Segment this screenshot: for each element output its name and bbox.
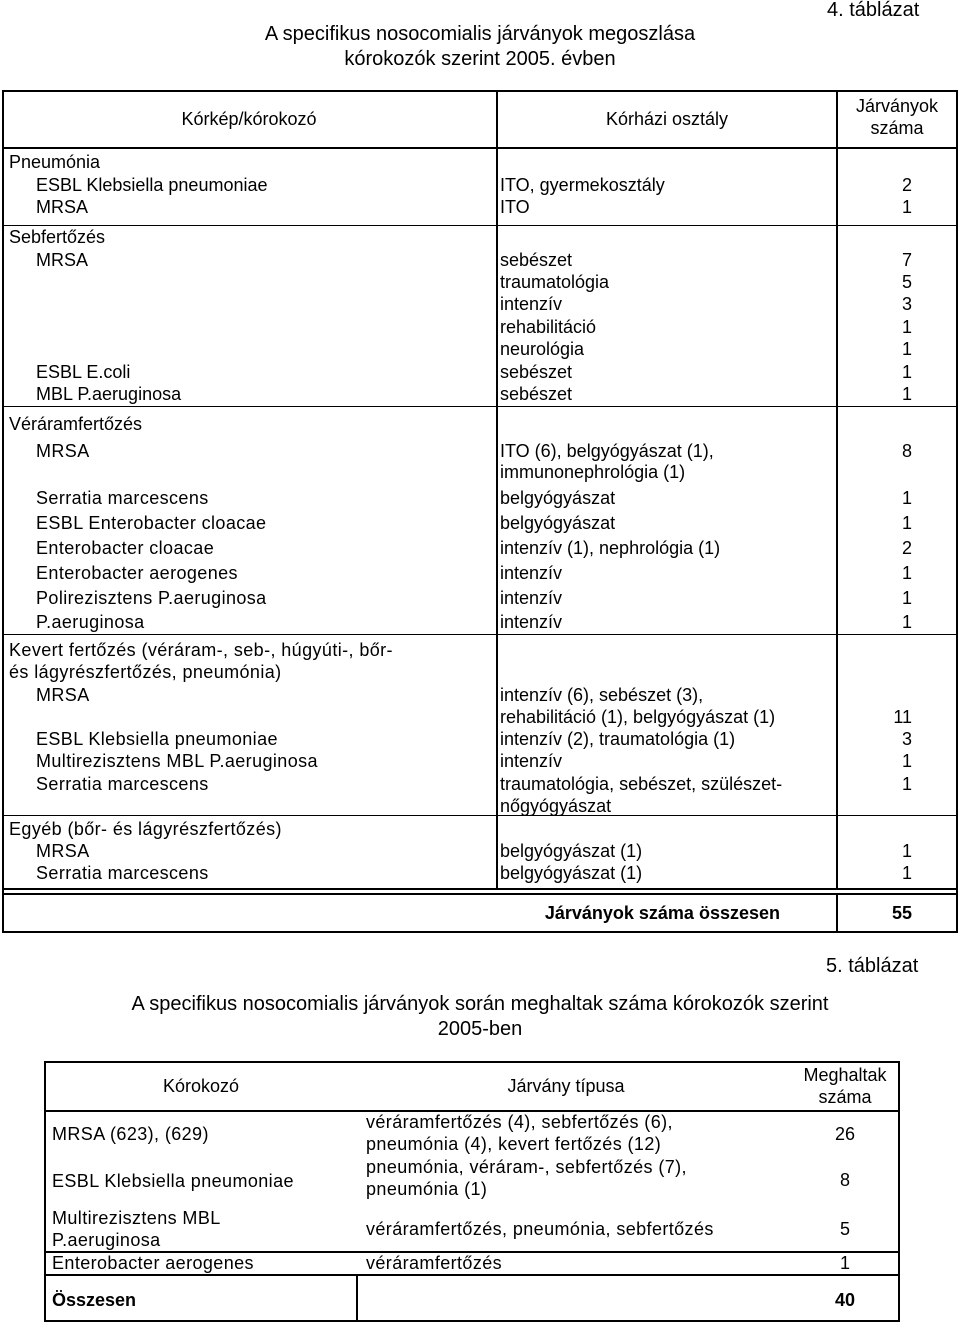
pathogen-cell: ESBL Klebsiella pneumoniae [36, 175, 268, 195]
header-deaths-line2: száma [818, 1087, 872, 1107]
ward-cell: intenzív (2), traumatológia (1) [500, 729, 736, 749]
table4-title-line1: A specifikus nosocomialis járványok megoszlása [264, 23, 696, 45]
header-count-line1: Járványok [855, 96, 939, 116]
deaths-cell: 26 [834, 1124, 856, 1144]
type-cell: véráramfertőzés (4), sebfertőzés (6), [366, 1112, 673, 1132]
type-cell: pneumónia (4), kevert fertőzés (12) [366, 1134, 662, 1154]
pathogen-cell: Serratia marcescens [36, 863, 209, 883]
section-title: Pneumónia [9, 152, 101, 172]
count-cell: 1 [901, 751, 912, 771]
ward-cell: belgyógyászat (1) [500, 863, 643, 883]
pathogen-cell: ESBL Enterobacter cloacae [36, 513, 267, 533]
table5-total-divider [356, 1274, 358, 1322]
table4-header-divider [2, 147, 958, 149]
table4-label: 4. táblázat [827, 0, 920, 21]
pathogen-cell: Enterobacter aerogenes [52, 1253, 254, 1273]
count-cell: 3 [901, 729, 912, 749]
count-cell: 1 [901, 384, 912, 404]
pathogen-cell: MRSA [36, 250, 89, 270]
count-cell: 1 [901, 339, 912, 359]
type-cell: pneumónia, véráram-, sebfertőzés (7), [366, 1157, 687, 1177]
ward-cell: intenzív [500, 563, 563, 583]
pathogen-cell: Multirezisztens MBL [52, 1208, 221, 1228]
count-cell: 5 [901, 272, 912, 292]
table5-title-line1: A specifikus nosocomialis járványok során meghaltak száma kórokozók szerint [131, 993, 829, 1015]
count-cell: 1 [901, 612, 912, 632]
table4-total-top [2, 893, 958, 895]
count-cell: 1 [901, 774, 912, 794]
section-divider [2, 406, 958, 407]
table4-right-border [956, 90, 958, 933]
ward-cell: intenzív [500, 751, 563, 771]
pathogen-cell: MRSA [36, 841, 90, 861]
count-cell: 1 [901, 563, 912, 583]
ward-cell: ITO [500, 197, 530, 217]
ward-cell: nőgyógyászat [500, 796, 612, 816]
table5-left-border [44, 1061, 46, 1322]
count-cell: 2 [901, 175, 912, 195]
section-divider [2, 225, 958, 226]
ward-cell: rehabilitáció (1), belgyógyászat (1) [500, 707, 776, 727]
pathogen-cell: MBL P.aeruginosa [36, 384, 182, 404]
pathogen-cell: Serratia marcescens [36, 488, 209, 508]
ward-cell: sebészet [500, 384, 573, 404]
table5-total-top [44, 1274, 900, 1276]
section-divider [2, 634, 958, 635]
table4-col-divider-1 [496, 90, 498, 890]
table4-left-border [2, 90, 4, 933]
pathogen-cell: P.aeruginosa [52, 1230, 161, 1250]
ward-cell: belgyógyászat (1) [500, 841, 643, 861]
count-cell: 1 [901, 362, 912, 382]
ward-cell: sebészet [500, 362, 573, 382]
header-count-line2: száma [870, 118, 924, 138]
type-cell: véráramfertőzés, pneumónia, sebfertőzés [366, 1219, 714, 1239]
pathogen-cell: Enterobacter aerogenes [36, 563, 238, 583]
header-pathogen: Kórokozó [162, 1076, 240, 1096]
ward-cell: traumatológia, sebészet, szülészet- [500, 774, 783, 794]
ward-cell: intenzív (1), nephrológia (1) [500, 538, 721, 558]
pathogen-cell: ESBL E.coli [36, 362, 131, 382]
ward-cell: sebészet [500, 250, 573, 270]
count-cell: 3 [901, 294, 912, 314]
type-cell: véráramfertőzés [366, 1253, 503, 1273]
count-cell: 1 [901, 197, 912, 217]
count-cell: 8 [901, 441, 912, 461]
table4-bottom-border [2, 931, 958, 933]
header-ward: Kórházi osztály [605, 109, 729, 129]
header-deaths-line1: Meghaltak [803, 1065, 887, 1085]
pathogen-cell: MRSA [36, 685, 90, 705]
table4-top-border [2, 90, 958, 92]
deaths-cell: 1 [839, 1253, 850, 1273]
ward-cell: belgyógyászat [500, 488, 616, 508]
ward-cell: intenzív [500, 294, 563, 314]
ward-cell: immunonephrológia (1) [500, 462, 686, 482]
header-pathogen: Kórkép/kórokozó [181, 109, 317, 129]
pathogen-cell: Polirezisztens P.aeruginosa [36, 588, 267, 608]
deaths-cell: 5 [839, 1219, 850, 1239]
ward-cell: belgyógyászat [500, 513, 616, 533]
table4-total-value: 55 [891, 903, 912, 923]
ward-cell: traumatológia [500, 272, 610, 292]
pathogen-cell: MRSA (623), (629) [52, 1124, 209, 1144]
pathogen-cell: ESBL Klebsiella pneumoniae [52, 1171, 294, 1191]
deaths-cell: 8 [839, 1170, 850, 1190]
table4-body-bottom [2, 888, 958, 890]
pathogen-cell: P.aeruginosa [36, 612, 145, 632]
ward-cell: neurológia [500, 339, 585, 359]
table5-label: 5. táblázat [826, 955, 919, 977]
count-cell: 1 [901, 513, 912, 533]
pathogen-cell: MRSA [36, 441, 90, 461]
section-title-cont: és lágyrészfertőzés, pneumónia) [9, 662, 282, 682]
ward-cell: ITO (6), belgyógyászat (1), [500, 441, 714, 461]
table5-total-value: 40 [834, 1290, 856, 1310]
ward-cell: ITO, gyermekosztály [500, 175, 665, 195]
table4-total-label: Járványok száma összesen [544, 903, 780, 923]
table4-total-divider [836, 893, 838, 933]
section-title: Sebfertőzés [9, 227, 106, 247]
header-type: Járvány típusa [507, 1076, 625, 1096]
table4-title-line2: kórokozók szerint 2005. évben [344, 48, 616, 70]
ward-cell: intenzív [500, 588, 563, 608]
table4-col-divider-2 [836, 90, 838, 890]
section-title: Véráramfertőzés [9, 414, 143, 434]
pathogen-cell: ESBL Klebsiella pneumoniae [36, 729, 278, 749]
count-cell: 11 [893, 707, 912, 727]
table5-top-border [44, 1061, 900, 1063]
ward-cell: rehabilitáció [500, 317, 597, 337]
pathogen-cell: Multirezisztens MBL P.aeruginosa [36, 751, 318, 771]
section-divider [2, 815, 958, 816]
count-cell: 1 [901, 863, 912, 883]
count-cell: 1 [901, 588, 912, 608]
ward-cell: intenzív (6), sebészet (3), [500, 685, 704, 705]
pathogen-cell: Serratia marcescens [36, 774, 209, 794]
section-title: Egyéb (bőr- és lágyrészfertőzés) [9, 819, 282, 839]
count-cell: 2 [901, 538, 912, 558]
ward-cell: intenzív [500, 612, 563, 632]
table5-bottom-border [44, 1320, 900, 1322]
count-cell: 1 [901, 841, 912, 861]
section-title: Kevert fertőzés (véráram-, seb-, húgyúti-, bőr- [9, 640, 393, 660]
table5-total-label: Összesen [52, 1290, 137, 1310]
count-cell: 1 [901, 317, 912, 337]
pathogen-cell: Enterobacter cloacae [36, 538, 215, 558]
type-cell: pneumónia (1) [366, 1179, 488, 1199]
count-cell: 1 [901, 488, 912, 508]
table5-title-line2: 2005-ben [437, 1018, 523, 1040]
pathogen-cell: MRSA [36, 197, 89, 217]
count-cell: 7 [901, 250, 912, 270]
